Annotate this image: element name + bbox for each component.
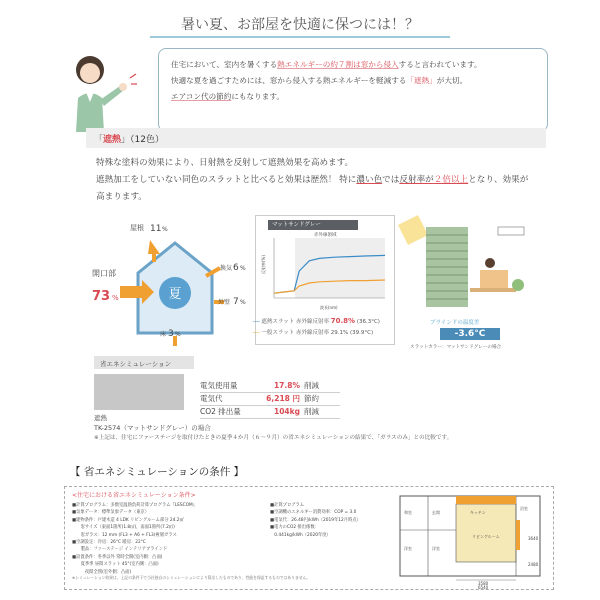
svg-text:玄関: 玄関 — [432, 510, 440, 515]
x-axis-label: 波長(nm) — [320, 305, 338, 310]
svg-text:和室: 和室 — [404, 510, 412, 515]
intro-speech-bubble — [158, 48, 548, 132]
page-title: 暑い夏、お部屋を快適に保つには！？ — [181, 17, 419, 33]
y-axis-label: 反射率(%) — [261, 255, 266, 274]
legend-heat-slat: ── 遮熱スラット 赤外線反射率 70.8% (36.3°C) — [253, 317, 380, 325]
living-room-highlight — [456, 504, 516, 562]
svg-text:3640: 3640 — [528, 536, 539, 541]
floor-value: 3 — [168, 329, 174, 339]
chart-title: マットサンドグレー — [268, 220, 358, 230]
simulation-footnote: ※上記は、住宅にファーステージを取付けたときの夏季４か月（６～９月）の省エネシミュレーションの結果で、「ガラスのみ」との比較です。 — [94, 435, 453, 441]
infrared-band — [295, 238, 385, 298]
svg-text:キッチン: キッチン — [470, 510, 486, 515]
simulation-header: 省エネシミュレーション — [94, 356, 194, 369]
window-east — [456, 496, 516, 504]
temp-diff-label: ブラインドの温度差 — [430, 320, 480, 326]
window-south — [516, 520, 520, 550]
svg-text:リビングルーム: リビングルーム — [472, 534, 500, 539]
house-heat-diagram — [90, 218, 250, 348]
temp-diff-badge: -3.6°C — [440, 328, 500, 340]
svg-text:2480: 2480 — [528, 562, 539, 567]
opening-value: 73 — [92, 289, 111, 304]
conditions-note: ※シミュレーション結果は、上記の条件下で当社独自のシミュレーションにより算出したものであり、性能を保証するものではありません。 — [72, 575, 311, 580]
title-underline — [150, 36, 450, 38]
svg-text:6540: 6540 — [478, 585, 489, 590]
svg-text:%: % — [175, 331, 181, 338]
floor-label: 床 — [160, 331, 167, 338]
vent-value: 6 — [233, 263, 239, 273]
conditions-right: ■計算プログラム ■空調機のエネルギー消費効率：COP = 3.0 ■電気代：26.48円/kWh（2019年12月時点） ■電力のCO2 排出係数： 0.441kg/kWh（2020年度） — [270, 503, 361, 538]
infrared-band-label: 赤外線領域 — [314, 233, 337, 238]
conditions-subtitle: <住宅における省エネシミュレーション条件> — [72, 492, 196, 499]
chart-legend — [253, 316, 403, 339]
section-header-shanetsu: 「遮熱」（12色） — [86, 128, 546, 148]
intro-line-2: 快適な夏を過ごすためには、窓から侵入する熱エネルギーを軽減する「遮熱」が大切。 — [171, 76, 468, 85]
wall-value: 7 — [233, 297, 239, 307]
vent-label: 換気 — [220, 265, 233, 272]
svg-text:洋室: 洋室 — [404, 546, 412, 551]
roof-label: 屋根 — [130, 224, 144, 232]
wall-label: 外壁 — [218, 299, 231, 306]
svg-text:%: % — [240, 299, 246, 306]
svg-text:浴室: 浴室 — [520, 506, 528, 511]
intro-line-3: エアコン代の節約にもなります。 — [171, 92, 284, 101]
room-blind-illustration — [398, 215, 528, 325]
swatch-label: 遮熱 TK-2574（マットサンドグレー）の場合 — [94, 414, 211, 432]
woman-pointing-illustration — [60, 48, 138, 132]
intro-line-1: 住宅において、室内を暑くする熱エネルギーの約７割は窓から侵入すると言われています。 — [171, 60, 482, 69]
summer-label: 夏 — [168, 287, 182, 302]
color-swatch — [94, 374, 184, 410]
feature-description: 特殊な塗料の効果により、日射熱を反射して遮熱効果を高めます。 遮熱加工をしていない同色のスラットと比べると効果は歴然！ 特に濃い色では反射率が２倍以上となり、効果が 高まります。 — [96, 158, 529, 202]
svg-text:%: % — [162, 226, 168, 233]
svg-text:%: % — [240, 265, 246, 272]
opening-label: 開口部 — [92, 269, 116, 278]
conditions-left: ■計算プログラム：多数室温熱負荷計算プログラム『LESCOM』 ■気象データ：標準気象データ（東京） ■建物条件：戸建木造 4 LDK リビングルーム部分 24.2㎡ 窓サイズ（東面1箇所(1.8㎡)，南面1箇所(7.2㎡) 窓ガラス：12 mm (FL3 + A6 + FL3)複層ガラス ■空調設定：冷房：26°C 暖房：22°C 製品：ファーステージ インテリアブラインド ■設置条件：冬季以外 常時全開(室内側：凸面) 夏季季 昼間スラット 45°(室内側：凸面) 夜間全閉(室外側：凸面) — [72, 503, 198, 575]
result-row: 電気代 6,218 円 節約 — [200, 393, 340, 406]
reflectance-chart — [260, 232, 390, 312]
roof-value: 11 — [150, 224, 162, 234]
legend-normal-slat: ── 一般スラット 赤外線反射率 29.1% (39.9°C) — [253, 330, 374, 336]
conditions-title: 【 省エネシミュレーションの条件 】 — [70, 466, 245, 478]
svg-text:3580: 3580 — [478, 581, 489, 586]
svg-text:%: % — [112, 294, 119, 302]
svg-text:洋室: 洋室 — [432, 546, 440, 551]
floor-plan — [390, 490, 550, 590]
result-row: CO2 排出量 104kg 削減 — [200, 406, 340, 419]
result-row: 電気使用量 17.8% 削減 — [200, 380, 340, 393]
temp-note: スラットカラー：マットサンドグレーの場合 — [410, 345, 502, 350]
